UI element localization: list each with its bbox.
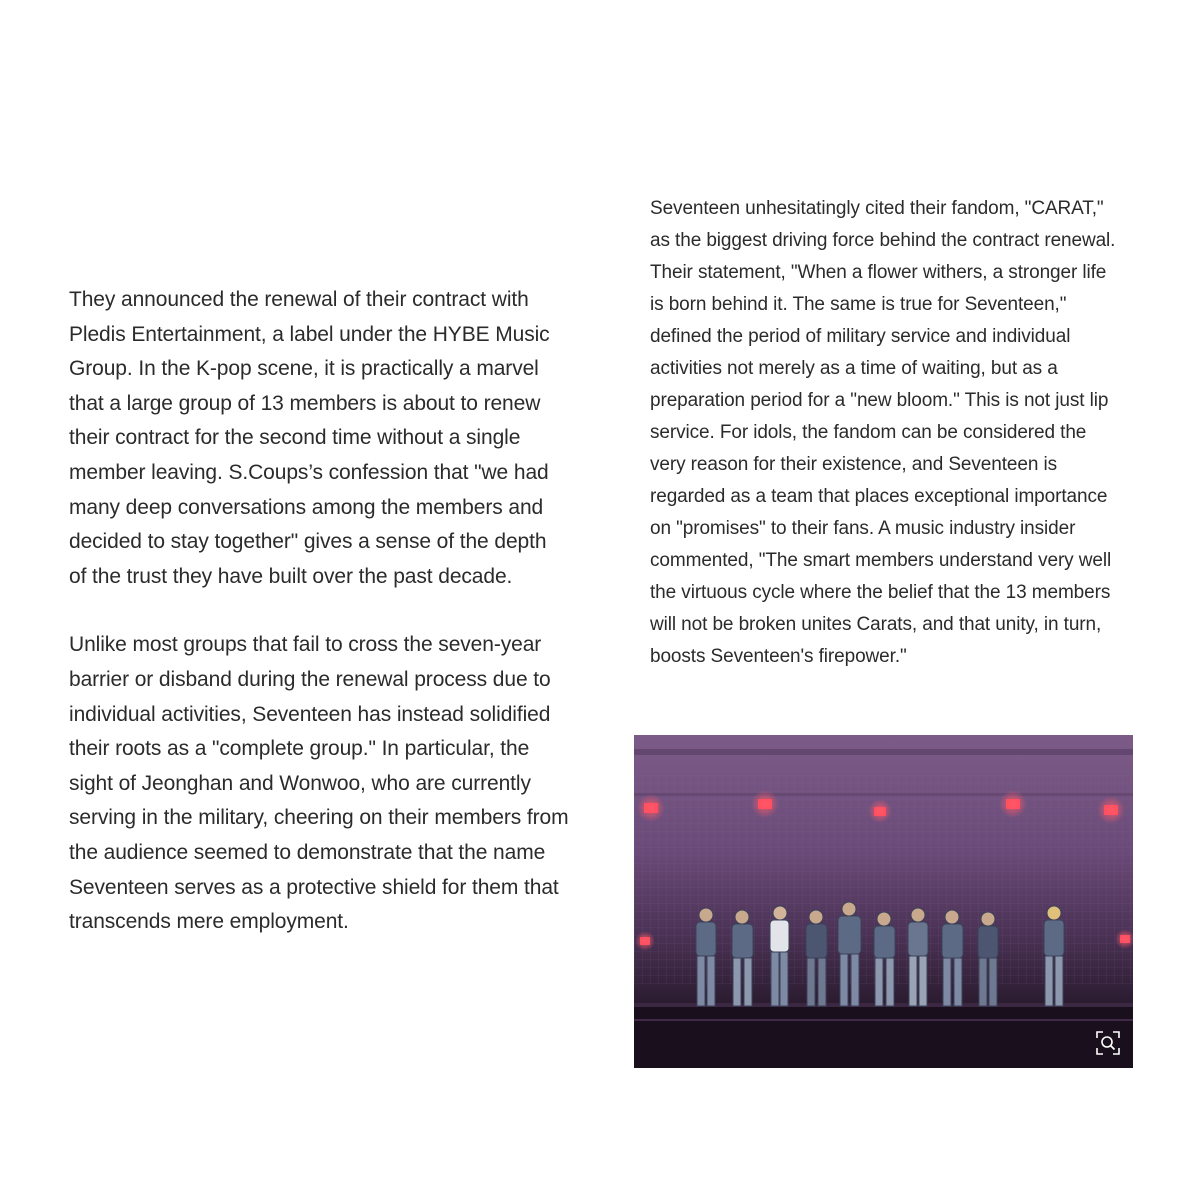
right-column [650, 193, 1120, 673]
magnifier-zoom-icon[interactable] [1095, 1030, 1121, 1056]
paragraph-fandom-carat: Seventeen unhesitatingly cited their fandom, "CARAT," as the biggest driving force behind the contract renewal. Their statement, "When a flower withers, a stronger life is born behind it. The same is true for Seventeen," defined the period of military service and individual activities not merely as a time of waiting, but as a preparation period for a "new bloom." This is not just lip service. For idols, the fandom can be considered the very reason for their existence, and Seventeen is regarded as a team that places exceptional importance on "promises" to their fans. A music industry insider commented, "The smart members understand very well the virtuous cycle where the belief that the 13 members will not be broken unites Carats, and that unity, in turn, boosts Seventeen's firepower." [650, 198, 1116, 667]
concert-photo [634, 735, 1133, 1068]
concert-stage-illustration [634, 735, 1133, 1068]
left-column [69, 283, 569, 940]
paragraph-complete-group: Unlike most groups that fail to cross the seven-year barrier or disband during the renewal process due to individual activities, Seventeen has instead solidified their roots as a "complete group." In particular, the sight of Jeonghan and Wonwoo, who are currently serving in the military, cheering on their members from the audience seemed to demonstrate that the name Seventeen serves as a protective shield for them that transcends mere employment. [69, 633, 569, 934]
paragraph-contract-renewal: They announced the renewal of their contract with Pledis Entertainment, a label under the HYBE Music Group. In the K-pop scene, it is practically a marvel that a large group of 13 members is about to renew their contract for the second time without a single member leaving. S.Coups’s confession that "we had many deep conversations among the members and decided to stay together" gives a sense of the depth of the trust they have built over the past decade. [69, 288, 550, 588]
